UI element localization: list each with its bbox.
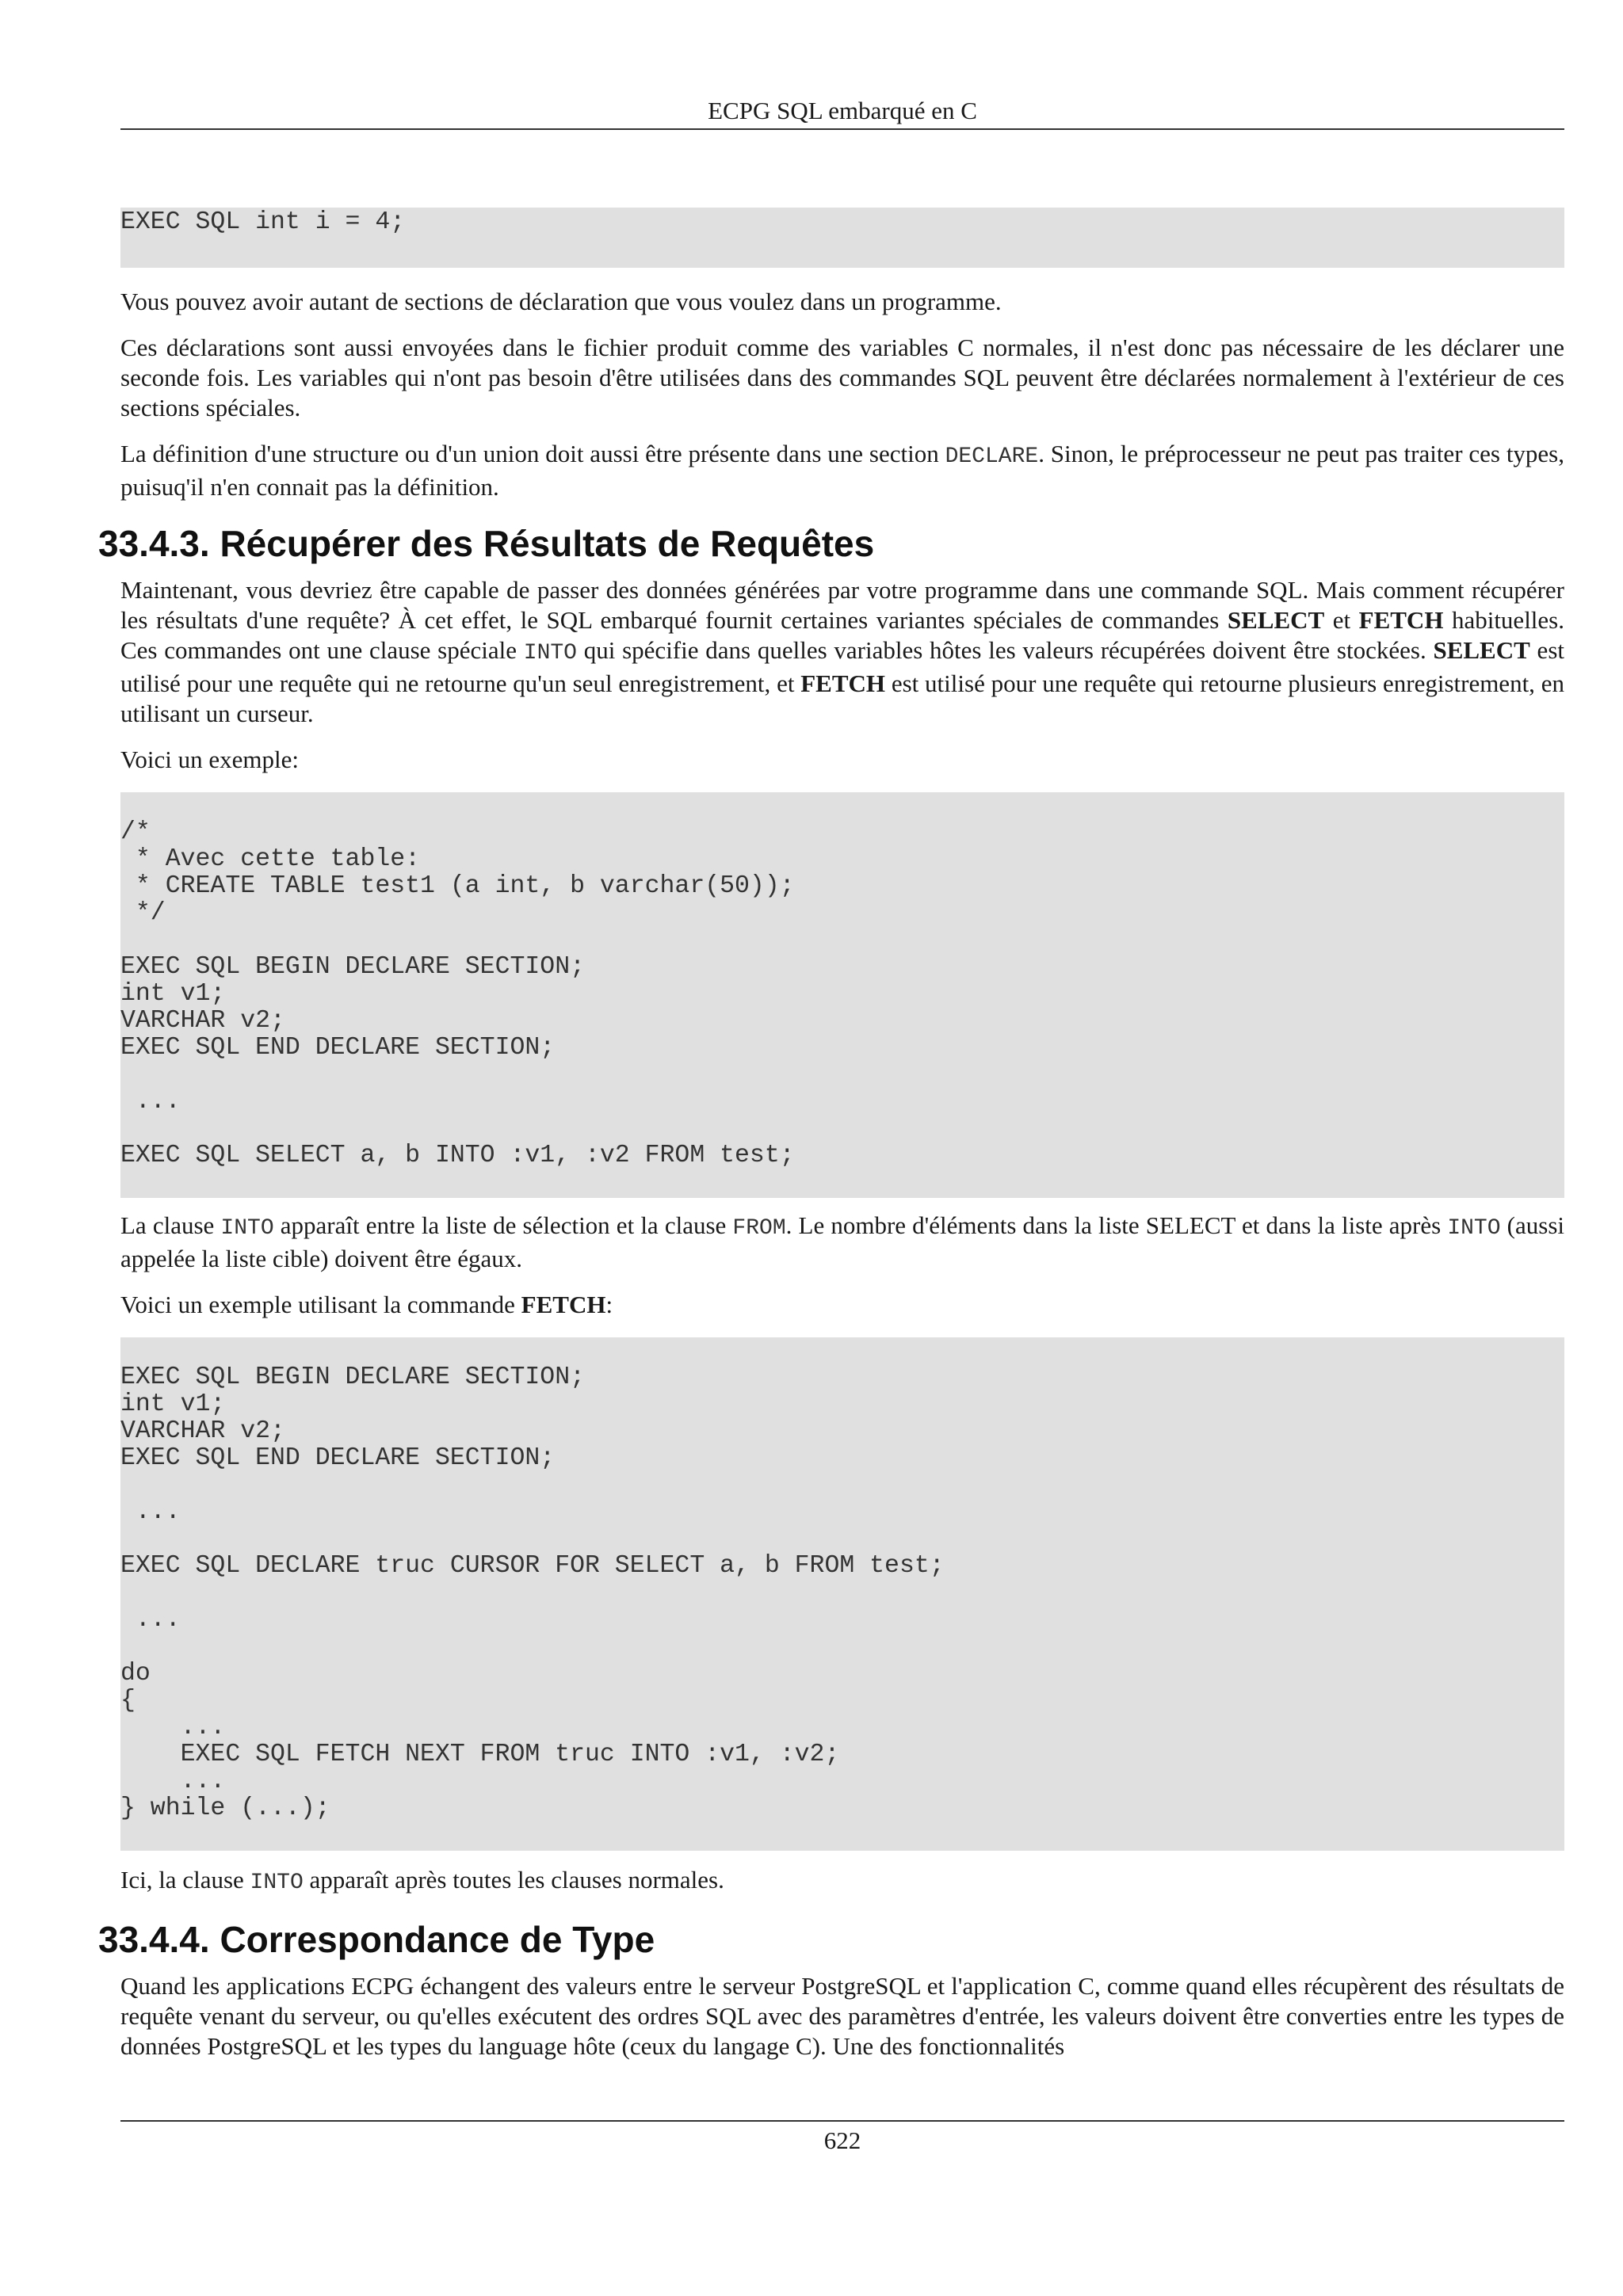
text-run: est utilisé pour une requête qui ne retourne qu'un seul enregistrement, et <box>120 636 1564 697</box>
text-run: Ici, la clause <box>120 1866 250 1894</box>
section-heading-query-results: 33.4.3. Récupérer des Résultats de Requêtes <box>98 523 875 564</box>
command-fetch: FETCH <box>800 669 886 697</box>
text-run: apparaît entre la liste de sélection et la clause <box>273 1211 733 1239</box>
header-rule <box>120 128 1564 130</box>
literal-from: FROM <box>732 1216 786 1241</box>
footer-rule <box>120 2120 1564 2122</box>
text-run: qui spécifie dans quelles variables hôtes les valeurs récupérées doivent être stockées. <box>576 636 1434 664</box>
literal-into: INTO <box>1447 1216 1501 1241</box>
command-fetch: FETCH <box>1358 606 1444 634</box>
text-run: est utilisé pour une requête qui retourne plusieurs enregistrement, en utilisant un curseur. <box>120 669 1564 727</box>
command-select: SELECT <box>1433 636 1530 664</box>
running-header: ECPG SQL embarqué en C <box>708 97 977 124</box>
text-run: apparaît après toutes les clauses normales. <box>303 1866 724 1894</box>
text-run: Maintenant, vous devriez être capable de passer des données générées par votre programme dans une commande SQL. Mais comment récupérer les résultats d'une requête? À cet effet, le SQL embarqué fournit certaines variantes spéciales de commandes <box>120 576 1564 634</box>
paragraph-type-conversion: Quand les applications ECPG échangent des valeurs entre le serveur PostgreSQL et l'application C, comme quand elles récupèrent des résultats de requête venant du serveur, ou qu'elles exécutent des ordres SQL avec des paramètres d'entrée, les valeurs doivent être converties entre les types de données PostgreSQL et les types du language hôte (ceux du langage C). Une des fonctionnalités <box>120 1972 1564 2060</box>
code-block-fetch-example: EXEC SQL BEGIN DECLARE SECTION; int v1; VARCHAR v2; EXEC SQL END DECLARE SECTION; ... EXEC SQL DECLARE truc CURSOR FOR SELECT a, b FROM test; ... do { ... EXEC SQL FETCH NEXT FROM truc INTO :v1, :v2; ... } while (...); <box>120 1337 1564 1851</box>
text-run: La clause <box>120 1211 221 1239</box>
paragraph-example-intro: Voici un exemple: <box>120 746 299 773</box>
paragraph-fetch-example-intro <box>120 1290 1564 1320</box>
code-block-select-example: /* * Avec cette table: * CREATE TABLE test1 (a int, b varchar(50)); */ EXEC SQL BEGIN DECLARE SECTION; int v1; VARCHAR v2; EXEC SQL END DECLARE SECTION; ... EXEC SQL SELECT a, b INTO :v1, :v2 FROM test; <box>120 792 1564 1198</box>
command-fetch: FETCH <box>521 1291 606 1318</box>
paragraph-struct-definition <box>120 439 1564 502</box>
text-run: : <box>605 1291 613 1318</box>
literal-into: INTO <box>250 1871 304 1895</box>
text-run: . Sinon, le préprocesseur ne peut pas traiter ces types, puisuq'il n'en connait pas la définition. <box>120 440 1565 501</box>
text-run: La définition d'une structure ou d'un union doit aussi être présente dans une section <box>120 440 945 467</box>
text-run: et <box>1324 606 1359 634</box>
section-heading-type-mapping: 33.4.4. Correspondance de Type <box>98 1919 655 1960</box>
command-select: SELECT <box>1227 606 1325 634</box>
literal-into: INTO <box>523 641 577 666</box>
literal-declare: DECLARE <box>945 444 1039 469</box>
page-number: 622 <box>823 2126 861 2154</box>
paragraph-into-after-clauses <box>120 1865 1564 1898</box>
text-run: . Le nombre d'éléments dans la liste SELECT et dans la liste après <box>785 1211 1448 1239</box>
paragraph-declarations-output: Ces déclarations sont aussi envoyées dans le fichier produit comme des variables C normales, il n'est donc pas nécessaire de les déclarer une seconde fois. Les variables qui n'ont pas besoin d'être utilisées dans des commandes SQL peuvent être déclarées normalement à l'extérieur de ces sections spéciales. <box>120 334 1564 421</box>
text-run: Voici un exemple utilisant la commande <box>120 1291 521 1318</box>
paragraph-declaration-sections: Vous pouvez avoir autant de sections de déclaration que vous voulez dans un programme. <box>120 288 1002 315</box>
text-run: (aussi appelée la liste cible) doivent être égaux. <box>120 1211 1565 1272</box>
code-block-int-declaration: EXEC SQL int i = 4; <box>120 208 1564 268</box>
literal-into: INTO <box>220 1216 274 1241</box>
text-run: habituelles. Ces commandes ont une clause spéciale <box>120 606 1564 664</box>
page-body <box>98 208 1565 2061</box>
paragraph-select-fetch-intro <box>120 575 1564 729</box>
paragraph-into-clause <box>120 1211 1564 1274</box>
